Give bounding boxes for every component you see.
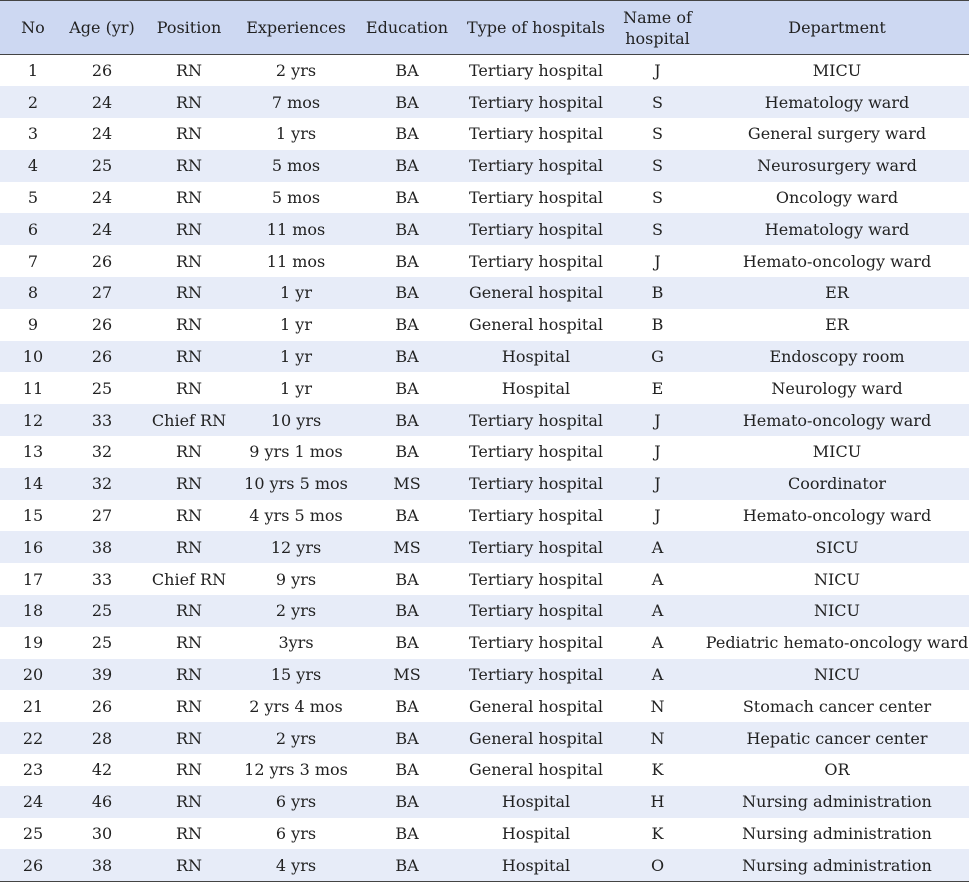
table-row: [0, 309, 969, 341]
cell-age: 38: [91, 537, 113, 557]
cell-experiences: 15 yrs: [270, 665, 322, 685]
cell-age: 26: [91, 347, 113, 367]
cell-type-of-hospital: General hospital: [468, 696, 603, 716]
cell-name-of-hospital: B: [651, 283, 664, 303]
cell-experiences: 1 yr: [280, 315, 312, 335]
cell-type-of-hospital: Tertiary hospital: [469, 410, 603, 430]
cell-experiences: 1 yr: [280, 283, 312, 303]
cell-name-of-hospital: J: [654, 506, 661, 526]
cell-age: 38: [66, 849, 138, 881]
cell-position: RN: [175, 283, 203, 303]
cell-education: BA: [352, 849, 462, 881]
cell-education: BA: [395, 760, 419, 780]
cell-age: 25: [91, 378, 113, 398]
cell-age: 32: [91, 474, 113, 494]
cell-education: BA: [395, 442, 419, 462]
cell-position: RN: [175, 378, 203, 398]
cell-name-of-hospital: K: [651, 760, 664, 780]
cell-experiences: 6 yrs: [275, 792, 317, 812]
cell-department: General surgery ward: [747, 124, 927, 144]
header-experiences: Experiences: [240, 1, 352, 55]
cell-position: RN: [175, 665, 203, 685]
cell-experiences: 9 yrs: [275, 569, 317, 589]
cell-position: RN: [175, 601, 203, 621]
cell-position: RN: [175, 219, 203, 239]
cell-education: MS: [393, 474, 421, 494]
cell-age: 24: [91, 92, 113, 112]
cell-position: RN: [138, 849, 240, 881]
table-row: [0, 722, 969, 754]
cell-age: 24: [91, 124, 113, 144]
table-row: [0, 627, 969, 659]
table-row: [0, 436, 969, 468]
table-row: [0, 118, 969, 150]
cell-experiences: 10 yrs 5 mos: [244, 474, 348, 494]
header-row: [0, 1, 969, 55]
cell-age: 33: [91, 569, 113, 589]
cell-type-of-hospital: Tertiary hospital: [469, 601, 603, 621]
cell-position: RN: [175, 315, 203, 335]
cell-name-of-hospital: A: [651, 569, 664, 589]
cell-education: MS: [393, 665, 421, 685]
cell-education: BA: [395, 601, 419, 621]
cell-name-of-hospital: J: [654, 251, 661, 271]
table-row: [0, 55, 969, 87]
cell-no: 3: [27, 124, 39, 144]
cell-experiences: 2 yrs 4 mos: [249, 696, 343, 716]
cell-no: 8: [27, 283, 39, 303]
cell-no: 15: [22, 506, 44, 526]
cell-experiences: 1 yr: [280, 347, 312, 367]
cell-department: ER: [825, 315, 849, 335]
cell-experiences: 7 mos: [271, 92, 321, 112]
cell-education: BA: [395, 283, 419, 303]
cell-name-of-hospital: B: [651, 315, 664, 335]
cell-position: RN: [175, 792, 203, 812]
table-body: [0, 55, 969, 882]
cell-experiences: 5 mos: [271, 156, 321, 176]
cell-type-of-hospital: Tertiary hospital: [469, 569, 603, 589]
cell-education: BA: [395, 251, 419, 271]
cell-education: BA: [395, 410, 419, 430]
cell-type-of-hospital: General hospital: [468, 315, 603, 335]
cell-age: 32: [91, 442, 113, 462]
cell-no: 7: [27, 251, 39, 271]
cell-age: 25: [91, 156, 113, 176]
cell-no: 11: [22, 378, 44, 398]
cell-education: BA: [395, 792, 419, 812]
cell-type-of-hospital: Tertiary hospital: [469, 537, 603, 557]
table-row: [0, 595, 969, 627]
header-age: Age (yr): [66, 1, 138, 55]
cell-age: 25: [91, 601, 113, 621]
header-department: Department: [705, 1, 969, 55]
cell-education: BA: [395, 347, 419, 367]
cell-name-of-hospital: K: [651, 824, 664, 844]
cell-department: Oncology ward: [775, 188, 899, 208]
cell-no: 13: [22, 442, 44, 462]
cell-no: 1: [27, 61, 39, 81]
cell-type-of-hospital: General hospital: [468, 760, 603, 780]
cell-education: BA: [395, 61, 419, 81]
table-row: [0, 659, 969, 691]
cell-type-of-hospital: Hospital: [501, 792, 571, 812]
cell-position: RN: [175, 188, 203, 208]
cell-no: 12: [22, 410, 44, 430]
cell-age: 28: [91, 728, 113, 748]
cell-name-of-hospital: N: [650, 696, 665, 716]
cell-type-of-hospital: Tertiary hospital: [469, 506, 603, 526]
cell-name-of-hospital: N: [650, 728, 665, 748]
cell-position: RN: [175, 728, 203, 748]
cell-name-of-hospital: O: [610, 849, 705, 881]
cell-education: BA: [395, 219, 419, 239]
cell-position: RN: [175, 537, 203, 557]
cell-education: BA: [395, 506, 419, 526]
cell-department: Hematology ward: [764, 219, 910, 239]
cell-no: 22: [22, 728, 44, 748]
cell-name-of-hospital: J: [654, 474, 661, 494]
cell-department: Hematology ward: [764, 92, 910, 112]
cell-department: NICU: [813, 601, 861, 621]
cell-department: Nursing administration: [742, 792, 932, 812]
cell-education: BA: [395, 633, 419, 653]
cell-age: 46: [91, 792, 113, 812]
cell-department: Hemato-oncology ward: [742, 506, 932, 526]
header-education: Education: [352, 1, 462, 55]
cell-experiences: 11 mos: [266, 251, 326, 271]
cell-type-of-hospital: Hospital: [462, 849, 610, 881]
table-row: [0, 213, 969, 245]
cell-position: RN: [175, 633, 203, 653]
cell-type-of-hospital: Tertiary hospital: [469, 442, 603, 462]
table-row: [0, 277, 969, 309]
cell-department: Nursing administration: [705, 849, 969, 881]
cell-position: RN: [175, 696, 203, 716]
cell-name-of-hospital: A: [651, 537, 664, 557]
table-row: [0, 754, 969, 786]
cell-education: BA: [395, 92, 419, 112]
cell-education: BA: [395, 188, 419, 208]
cell-age: 25: [91, 633, 113, 653]
table-row: [0, 531, 969, 563]
cell-no: 24: [22, 792, 44, 812]
cell-department: MICU: [812, 61, 862, 81]
table-row: [0, 372, 969, 404]
cell-type-of-hospital: Tertiary hospital: [469, 156, 603, 176]
cell-position: Chief RN: [151, 410, 227, 430]
table-row: [0, 500, 969, 532]
cell-type-of-hospital: Hospital: [501, 824, 571, 844]
cell-education: BA: [395, 156, 419, 176]
cell-position: RN: [175, 347, 203, 367]
cell-education: BA: [395, 569, 419, 589]
table-row: [0, 404, 969, 436]
cell-experiences: 1 yrs: [275, 124, 317, 144]
cell-experiences: 2 yrs: [275, 728, 317, 748]
cell-experiences: 4 yrs: [240, 849, 352, 881]
cell-name-of-hospital: A: [651, 633, 664, 653]
table-row: [0, 818, 969, 850]
cell-age: 27: [91, 283, 113, 303]
cell-department: OR: [824, 760, 850, 780]
cell-name-of-hospital: S: [652, 188, 663, 208]
table-row: [0, 182, 969, 214]
cell-experiences: 12 yrs 3 mos: [244, 760, 348, 780]
cell-department: Neurosurgery ward: [757, 156, 917, 176]
cell-name-of-hospital: S: [652, 92, 663, 112]
cell-position: RN: [175, 61, 203, 81]
cell-education: BA: [395, 378, 419, 398]
cell-name-of-hospital: J: [654, 410, 661, 430]
cell-no: 6: [27, 219, 39, 239]
cell-position: RN: [175, 824, 203, 844]
cell-education: BA: [395, 728, 419, 748]
cell-no: 18: [22, 601, 44, 621]
cell-age: 33: [91, 410, 113, 430]
cell-no: 26: [0, 849, 66, 881]
cell-department: Neurology ward: [771, 378, 903, 398]
cell-type-of-hospital: Tertiary hospital: [469, 188, 603, 208]
cell-name-of-hospital: S: [652, 124, 663, 144]
cell-age: 26: [91, 315, 113, 335]
header-position: Position: [138, 1, 240, 55]
cell-experiences: 10 yrs: [270, 410, 322, 430]
cell-education: BA: [395, 124, 419, 144]
cell-experiences: 6 yrs: [275, 824, 317, 844]
cell-no: 19: [22, 633, 44, 653]
cell-name-of-hospital: E: [651, 378, 664, 398]
table-row: [0, 786, 969, 818]
header-name-of-hospital: Name of hospital: [610, 1, 705, 55]
cell-education: MS: [393, 537, 421, 557]
cell-age: 30: [91, 824, 113, 844]
cell-department: SICU: [815, 537, 859, 557]
cell-type-of-hospital: Tertiary hospital: [469, 665, 603, 685]
cell-age: 39: [91, 665, 113, 685]
cell-age: 42: [91, 760, 113, 780]
cell-education: BA: [395, 696, 419, 716]
cell-position: RN: [175, 474, 203, 494]
cell-department: ER: [825, 283, 849, 303]
cell-position: RN: [175, 124, 203, 144]
cell-name-of-hospital: G: [651, 347, 664, 367]
cell-experiences: 12 yrs: [270, 537, 322, 557]
header-type-of-hospitals: Type of hospitals: [462, 1, 610, 55]
table-row: [0, 468, 969, 500]
cell-department: Hemato-oncology ward: [742, 251, 932, 271]
cell-position: RN: [175, 156, 203, 176]
cell-type-of-hospital: Tertiary hospital: [469, 219, 603, 239]
cell-experiences: 3yrs: [278, 633, 314, 653]
cell-position: RN: [175, 506, 203, 526]
cell-no: 21: [22, 696, 44, 716]
cell-education: BA: [395, 315, 419, 335]
cell-name-of-hospital: H: [650, 792, 665, 812]
cell-department: Hepatic cancer center: [746, 728, 928, 748]
cell-department: NICU: [813, 569, 861, 589]
cell-department: MICU: [812, 442, 862, 462]
cell-type-of-hospital: Hospital: [501, 378, 571, 398]
cell-type-of-hospital: General hospital: [468, 283, 603, 303]
table-row: [0, 563, 969, 595]
cell-no: 2: [27, 92, 39, 112]
cell-department: Hemato-oncology ward: [742, 410, 932, 430]
cell-no: 16: [22, 537, 44, 557]
cell-experiences: 9 yrs 1 mos: [249, 442, 343, 462]
cell-name-of-hospital: A: [651, 665, 664, 685]
cell-no: 4: [27, 156, 39, 176]
cell-no: 20: [22, 665, 44, 685]
cell-no: 10: [22, 347, 44, 367]
cell-type-of-hospital: Tertiary hospital: [469, 92, 603, 112]
cell-position: RN: [175, 760, 203, 780]
cell-experiences: 5 mos: [271, 188, 321, 208]
cell-age: 24: [91, 219, 113, 239]
cell-department: Endoscopy room: [769, 347, 905, 367]
cell-type-of-hospital: Tertiary hospital: [469, 474, 603, 494]
cell-department: Stomach cancer center: [742, 696, 932, 716]
cell-no: 23: [22, 760, 44, 780]
cell-position: Chief RN: [151, 569, 227, 589]
cell-type-of-hospital: Tertiary hospital: [469, 251, 603, 271]
cell-position: RN: [175, 251, 203, 271]
cell-type-of-hospital: Hospital: [501, 347, 571, 367]
table-row: [0, 341, 969, 373]
table-row: [0, 86, 969, 118]
cell-department: NICU: [813, 665, 861, 685]
table-row: [0, 150, 969, 182]
cell-name-of-hospital: J: [654, 442, 661, 462]
cell-age: 24: [91, 188, 113, 208]
cell-no: 5: [27, 188, 39, 208]
cell-position: RN: [175, 92, 203, 112]
cell-name-of-hospital: S: [652, 156, 663, 176]
cell-department: Coordinator: [787, 474, 887, 494]
cell-department: Pediatric hemato-oncology ward: [705, 633, 969, 653]
table-row: [0, 245, 969, 277]
cell-no: 25: [22, 824, 44, 844]
cell-type-of-hospital: Tertiary hospital: [469, 124, 603, 144]
cell-experiences: 1 yr: [280, 378, 312, 398]
cell-age: 26: [91, 251, 113, 271]
cell-type-of-hospital: Tertiary hospital: [469, 61, 603, 81]
cell-name-of-hospital: S: [652, 219, 663, 239]
cell-experiences: 11 mos: [266, 219, 326, 239]
cell-no: 9: [27, 315, 39, 335]
cell-name-of-hospital: J: [654, 61, 661, 81]
cell-no: 14: [22, 474, 44, 494]
cell-experiences: 4 yrs 5 mos: [249, 506, 343, 526]
table-row: [0, 690, 969, 722]
table-header: [0, 1, 969, 55]
cell-type-of-hospital: Tertiary hospital: [469, 633, 603, 653]
cell-experiences: 2 yrs: [275, 601, 317, 621]
cell-type-of-hospital: General hospital: [468, 728, 603, 748]
cell-education: BA: [395, 824, 419, 844]
cell-age: 26: [91, 61, 113, 81]
table-row: [0, 849, 969, 881]
cell-name-of-hospital: A: [651, 601, 664, 621]
cell-age: 26: [91, 696, 113, 716]
cell-position: RN: [175, 442, 203, 462]
cell-age: 27: [91, 506, 113, 526]
header-no: No: [0, 1, 66, 55]
cell-department: Nursing administration: [742, 824, 932, 844]
cell-no: 17: [22, 569, 44, 589]
cell-experiences: 2 yrs: [275, 61, 317, 81]
